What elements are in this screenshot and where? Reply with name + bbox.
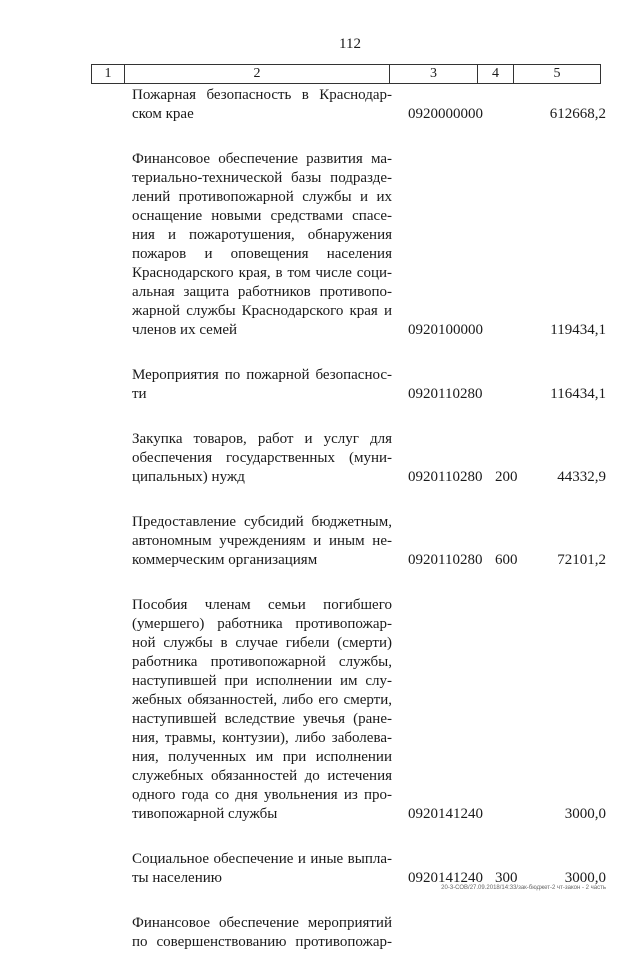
row-name-line: наступившей при исполнении им слу- xyxy=(132,673,392,689)
page-number: 112 xyxy=(339,36,361,52)
column-header-1: 1 xyxy=(92,65,125,84)
row-code: 0920110280 xyxy=(408,469,483,485)
row-name xyxy=(132,86,392,124)
row-name xyxy=(132,430,392,487)
row-name-line: Социальное обеспечение и иные выпла- xyxy=(132,851,392,867)
budget-row xyxy=(0,850,640,888)
column-header-4: 4 xyxy=(478,65,514,84)
row-name-line: работника противопожарной службы, xyxy=(132,654,392,670)
row-group: 300 xyxy=(495,870,518,886)
row-name-line: Предоставление субсидий бюджетным, xyxy=(132,514,392,530)
row-code: 0920000000 xyxy=(408,106,483,122)
row-name-line: ния, травмы, контузии), либо заболева- xyxy=(132,730,392,746)
row-name-line: Краснодарского края, в том числе соци- xyxy=(132,265,392,281)
row-code: 0920110280 xyxy=(408,386,483,402)
row-amount: 72101,2 xyxy=(557,552,606,568)
column-header-table xyxy=(91,64,601,84)
row-name-line: Пожарная безопасность в Краснодар- xyxy=(132,87,392,103)
budget-row xyxy=(0,86,640,124)
row-name xyxy=(132,513,392,570)
footer-note: 20-3-СОВ/27.09.2018/14:33/зак-бюджет-2 чт-закон - 2 часть xyxy=(441,885,606,891)
budget-row xyxy=(0,914,640,952)
row-name-line: наступившей вследствие увечья (ране- xyxy=(132,711,392,727)
row-name-line: ском крае xyxy=(132,106,194,122)
row-name-line: обеспечения государственных (муни- xyxy=(132,450,392,466)
row-name-line: автономным учреждениям и иным не- xyxy=(132,533,392,549)
row-name xyxy=(132,150,392,340)
row-name-line: одного года со дня увольнения из про- xyxy=(132,787,392,803)
row-group: 200 xyxy=(495,469,518,485)
row-code: 0920141240 xyxy=(408,870,483,886)
row-name-line: жебных обязанностей, либо его смерти, xyxy=(132,692,392,708)
row-code: 0920110280 xyxy=(408,552,483,568)
row-name-line: альная защита работников противопо- xyxy=(132,284,392,300)
budget-row xyxy=(0,150,640,340)
row-name-line: ния и пожаротушения, обнаружения xyxy=(132,227,392,243)
row-name-line: Мероприятия по пожарной безопаснос- xyxy=(132,367,392,383)
row-amount: 116434,1 xyxy=(550,386,606,402)
budget-row xyxy=(0,430,640,487)
row-name-line: пожаров и оповещения населения xyxy=(132,246,392,262)
row-group: 600 xyxy=(495,552,518,568)
row-name-line: ти xyxy=(132,386,147,402)
budget-row xyxy=(0,596,640,824)
column-header-3: 3 xyxy=(390,65,478,84)
row-name-line: ной службы в случае гибели (смерти) xyxy=(132,635,392,651)
row-amount: 3000,0 xyxy=(564,806,606,822)
column-header-2: 2 xyxy=(125,65,390,84)
row-name-line: Пособия членам семьи погибшего xyxy=(132,597,392,613)
row-name-line: тивопожарной службы xyxy=(132,806,278,822)
row-name-line: служебных обязанностей до истечения xyxy=(132,768,392,784)
row-name-line: жарной службы Краснодарского края и xyxy=(132,303,392,319)
row-name-line: териально-технической базы подразде- xyxy=(132,170,392,186)
row-code: 0920100000 xyxy=(408,322,483,338)
row-amount: 44332,9 xyxy=(557,469,606,485)
row-code: 0920141240 xyxy=(408,806,483,822)
row-name-line: членов их семей xyxy=(132,322,237,338)
row-name xyxy=(132,596,392,824)
row-amount: 612668,2 xyxy=(549,106,606,122)
row-amount: 119434,1 xyxy=(550,322,606,338)
row-name xyxy=(132,366,392,404)
row-name-line: ципальных) нужд xyxy=(132,469,245,485)
column-header-5: 5 xyxy=(514,65,601,84)
budget-row xyxy=(0,366,640,404)
row-name-line: (умершего) работника противопожар- xyxy=(132,616,392,632)
budget-rows xyxy=(0,86,640,978)
row-name-line: ты населению xyxy=(132,870,222,886)
row-name-line: по совершенствованию противопожар- xyxy=(132,934,392,950)
row-name xyxy=(132,850,392,888)
row-name-line: Закупка товаров, работ и услуг для xyxy=(132,431,392,447)
row-name-line: ния, полученных им при исполнении xyxy=(132,749,392,765)
row-name xyxy=(132,914,392,952)
row-name-line: Финансовое обеспечение мероприятий xyxy=(132,915,392,931)
row-name-line: лений противопожарной службы и их xyxy=(132,189,392,205)
row-name-line: коммерческим организациям xyxy=(132,552,318,568)
row-name-line: Финансовое обеспечение развития ма- xyxy=(132,151,392,167)
row-name-line: оснащение новыми средствами спасе- xyxy=(132,208,392,224)
row-amount: 3000,0 xyxy=(564,870,606,886)
budget-row xyxy=(0,513,640,570)
